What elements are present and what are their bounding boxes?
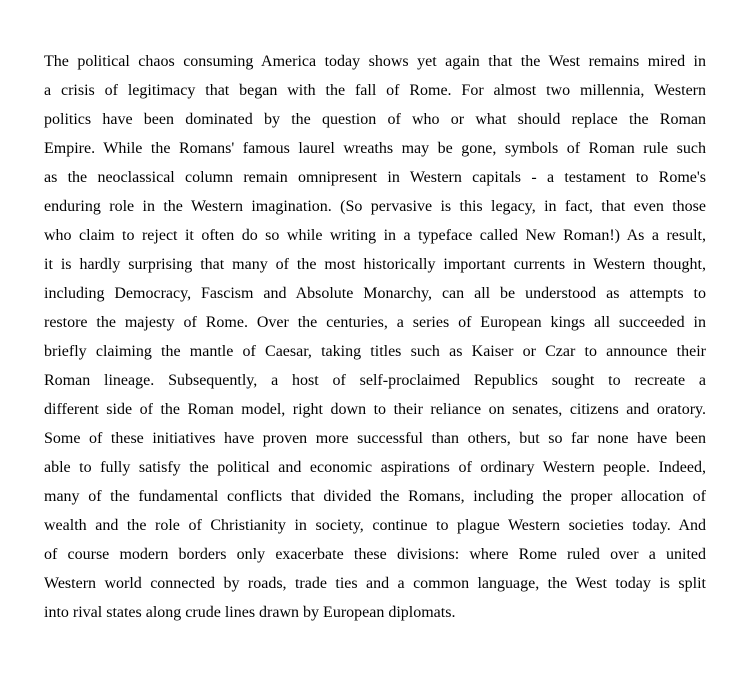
paragraph-line: a crisis of legitimacy that began with the fall of Rome. For almost two millennia, Western [44, 82, 706, 99]
paragraph-line: it is hardly surprising that many of the most historically important currents in Western thought, [44, 256, 706, 273]
paragraph-line: wealth and the role of Christianity in society, continue to plague Western societies today. And [44, 517, 706, 534]
paragraph-line: as the neoclassical column remain omnipresent in Western capitals - a testament to Rome's [44, 169, 706, 186]
paragraph-line: briefly claiming the mantle of Caesar, taking titles such as Kaiser or Czar to announce their [44, 343, 706, 360]
paragraph-line: who claim to reject it often do so while writing in a typeface called New Roman!) As a result, [44, 227, 706, 244]
paragraph-line: able to fully satisfy the political and economic aspirations of ordinary Western people. Indeed, [44, 459, 706, 476]
paragraph-line: Western world connected by roads, trade ties and a common language, the West today is split [44, 575, 706, 592]
paragraph-line: Empire. While the Romans' famous laurel wreaths may be gone, symbols of Roman rule such [44, 140, 706, 157]
paragraph-line: The political chaos consuming America today shows yet again that the West remains mired in [44, 53, 706, 70]
paragraph-line: including Democracy, Fascism and Absolute Monarchy, can all be understood as attempts to [44, 285, 706, 302]
paragraph-line: different side of the Roman model, right down to their reliance on senates, citizens and oratory. [44, 401, 706, 418]
paragraph-line: restore the majesty of Rome. Over the centuries, a series of European kings all succeeded in [44, 314, 706, 331]
body-paragraph [44, 47, 706, 627]
paragraph-line: of course modern borders only exacerbate these divisions: where Rome ruled over a united [44, 546, 706, 563]
paragraph-line: many of the fundamental conflicts that divided the Romans, including the proper allocation of [44, 488, 706, 505]
paragraph-line: Roman lineage. Subsequently, a host of self-proclaimed Republics sought to recreate a [44, 372, 706, 389]
paragraph-line: enduring role in the Western imagination. (So pervasive is this legacy, in fact, that even those [44, 198, 706, 215]
paragraph-line: into rival states along crude lines drawn by European diplomats. [44, 604, 456, 621]
paragraph-line: politics have been dominated by the question of who or what should replace the Roman [44, 111, 706, 128]
paragraph-line: Some of these initiatives have proven more successful than others, but so far none have been [44, 430, 706, 447]
